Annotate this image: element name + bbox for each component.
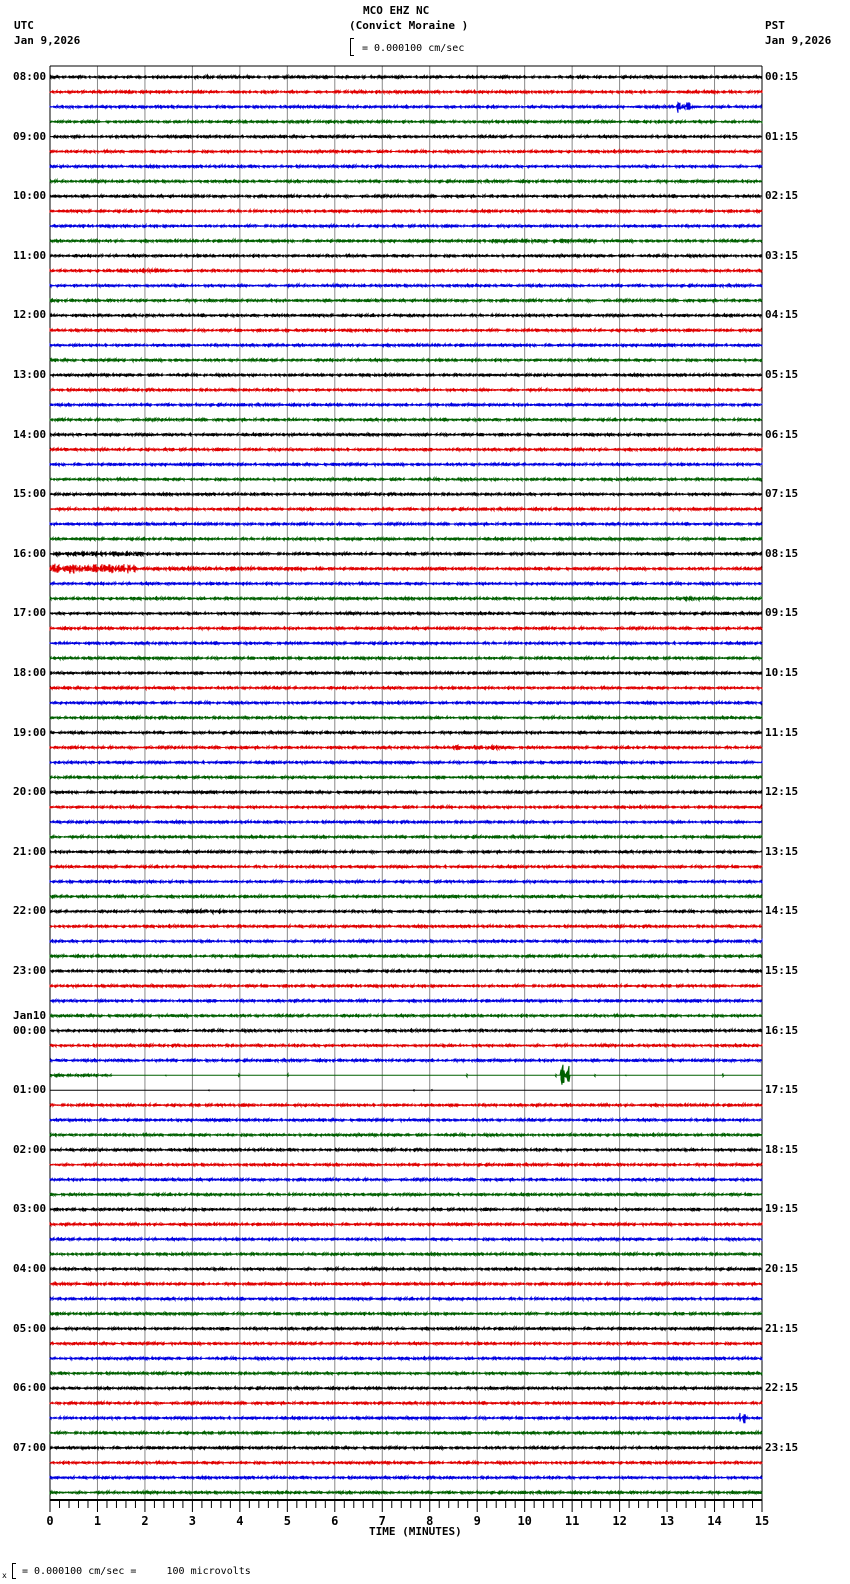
seismic-trace [50, 180, 762, 183]
seismic-trace [50, 895, 762, 898]
seismic-trace [50, 1148, 762, 1151]
seismic-trace [50, 1357, 762, 1360]
seismic-trace [50, 776, 762, 779]
seismic-trace [50, 1238, 762, 1241]
seismic-trace [50, 102, 762, 113]
utc-hour-label: 11:00 [13, 248, 47, 262]
pst-hour-label: 07:15 [765, 487, 799, 501]
seismic-trace [50, 1178, 762, 1181]
seismic-trace [50, 433, 762, 436]
seismic-trace [50, 925, 762, 928]
pst-hour-label: 09:15 [765, 606, 799, 620]
seismic-trace [50, 195, 762, 198]
seismic-trace [50, 1312, 762, 1315]
pst-hour-label: 16:15 [765, 1023, 799, 1037]
seismic-trace [50, 701, 762, 704]
seismic-trace [50, 1014, 762, 1017]
seismic-trace [50, 564, 762, 574]
utc-hour-label: 20:00 [13, 785, 47, 799]
seismic-trace [50, 269, 762, 273]
seismic-trace [50, 657, 762, 660]
date-change-label: Jan10 [13, 1008, 47, 1022]
utc-hour-label: 07:00 [13, 1440, 47, 1454]
utc-hour-label: 03:00 [13, 1202, 47, 1216]
utc-hour-label: 22:00 [13, 904, 47, 918]
pst-hour-label: 15:15 [765, 964, 799, 977]
station-title: MCO EHZ NC [363, 4, 430, 17]
pst-hour-label: 01:15 [765, 129, 799, 143]
seismic-trace [50, 806, 762, 809]
x-tick-label: 7 [378, 1514, 386, 1528]
seismic-trace [50, 522, 762, 525]
x-tick-label: 11 [564, 1514, 580, 1528]
seismic-trace [50, 1446, 762, 1449]
seismic-trace [50, 1327, 762, 1330]
x-tick-label: 13 [659, 1514, 675, 1528]
header-scale-text: = 0.000100 cm/sec [362, 43, 465, 54]
pst-hour-label: 14:15 [765, 904, 799, 918]
seismic-trace [50, 716, 762, 719]
pst-hour-label: 17:15 [765, 1083, 799, 1097]
x-tick-label: 3 [188, 1514, 197, 1528]
seismic-trace [50, 1402, 762, 1405]
utc-hour-label: 18:00 [13, 666, 47, 679]
utc-hour-label: 16:00 [13, 546, 47, 560]
seismic-trace [50, 671, 762, 674]
seismic-trace [50, 642, 762, 645]
seismic-trace [50, 120, 762, 123]
x-axis-label: TIME (MINUTES) [369, 1525, 462, 1538]
seismic-trace [50, 165, 762, 168]
seismic-trace [50, 75, 762, 79]
seismic-trace [50, 1282, 762, 1285]
seismic-trace [50, 686, 762, 689]
utc-hour-label: 06:00 [13, 1381, 47, 1395]
seismic-trace [50, 344, 762, 347]
utc-hour-label: 02:00 [13, 1142, 47, 1156]
seismic-trace [50, 582, 762, 585]
seismic-trace [50, 909, 762, 914]
seismic-trace [50, 1133, 762, 1136]
footer-mark: x [2, 1571, 7, 1580]
pst-hour-label: 10:15 [765, 666, 799, 679]
seismic-trace [50, 284, 762, 287]
x-tick-label: 12 [612, 1514, 627, 1528]
utc-hour-label: 19:00 [13, 725, 47, 739]
x-tick-label: 15 [754, 1514, 770, 1528]
pst-hour-label: 19:15 [765, 1202, 799, 1216]
seismic-trace [50, 1476, 762, 1479]
seismic-trace [50, 463, 762, 466]
seismic-trace [50, 1090, 762, 1091]
seismic-trace [50, 150, 762, 153]
pst-hour-label: 21:15 [765, 1321, 799, 1335]
seismic-trace [50, 850, 762, 853]
seismic-trace [50, 537, 762, 540]
utc-hour-label: 10:00 [13, 189, 47, 203]
pst-hour-label: 00:15 [765, 70, 799, 83]
utc-hour-label: 21:00 [13, 844, 47, 858]
seismic-trace [50, 507, 762, 510]
seismic-trace [50, 239, 762, 243]
seismic-trace [50, 731, 762, 734]
pst-hour-label: 13:15 [765, 844, 799, 858]
seismic-trace [50, 596, 762, 601]
seismic-trace [50, 999, 762, 1002]
seismic-trace [50, 1491, 762, 1494]
seismic-trace [50, 1223, 762, 1226]
utc-hour-label: 17:00 [13, 606, 47, 620]
seismic-trace [50, 1029, 762, 1032]
seismic-trace [50, 1253, 762, 1256]
seismic-trace [50, 90, 762, 93]
seismic-trace [50, 1267, 762, 1270]
pst-hour-label: 23:15 [765, 1440, 799, 1454]
seismic-trace [50, 210, 762, 213]
seismic-trace [50, 1065, 762, 1085]
utc-hour-label: 00:00 [13, 1023, 47, 1037]
seismic-trace [50, 1104, 762, 1107]
seismic-trace [50, 1431, 762, 1434]
seismic-trace [50, 1163, 762, 1166]
footer-scale-text: = 0.000100 cm/sec = 100 microvolts [22, 1566, 251, 1577]
seismic-trace [50, 940, 762, 943]
utc-hour-label: 04:00 [13, 1262, 47, 1275]
utc-hour-label: 09:00 [13, 129, 47, 143]
pst-hour-label: 02:15 [765, 189, 799, 203]
pst-hour-label: 12:15 [765, 785, 799, 799]
seismic-trace [50, 224, 762, 227]
seismic-trace [50, 627, 762, 630]
utc-hour-label: 01:00 [13, 1083, 47, 1097]
x-tick-label: 2 [141, 1514, 149, 1528]
seismic-trace [50, 1044, 762, 1047]
seismic-trace [50, 418, 762, 421]
x-tick-label: 4 [236, 1514, 244, 1528]
seismic-trace [50, 880, 762, 883]
pst-hour-label: 04:15 [765, 308, 799, 322]
seismic-trace [50, 835, 762, 838]
seismic-trace [50, 314, 762, 317]
seismic-trace [50, 493, 762, 496]
x-tick-label: 5 [283, 1514, 291, 1528]
seismic-trace [50, 551, 762, 556]
seismic-trace [50, 1208, 762, 1211]
seismic-trace [50, 135, 762, 138]
seismic-trace [50, 1193, 762, 1196]
utc-hour-label: 14:00 [13, 427, 47, 441]
seismic-trace [50, 761, 762, 764]
pst-hour-label: 08:15 [765, 546, 799, 560]
left-date: Jan 9,2026 [14, 34, 81, 47]
seismic-trace [50, 745, 762, 750]
utc-hour-label: 13:00 [13, 368, 47, 381]
utc-hour-label: 23:00 [13, 964, 47, 977]
seismic-trace [50, 329, 762, 332]
utc-hour-label: 08:00 [13, 70, 47, 83]
seismic-trace [50, 984, 762, 987]
seismic-trace [50, 1387, 762, 1390]
pst-hour-label: 05:15 [765, 368, 799, 381]
seismic-trace [50, 1059, 762, 1062]
seismic-trace [50, 865, 762, 868]
x-tick-label: 6 [331, 1514, 339, 1528]
seismic-trace [50, 1297, 762, 1300]
right-date: Jan 9,2026 [765, 34, 832, 47]
seismic-trace [50, 1372, 762, 1375]
seismic-trace [50, 359, 762, 362]
seismic-trace [50, 1461, 762, 1464]
x-tick-label: 8 [426, 1514, 434, 1528]
seismic-trace [50, 955, 762, 958]
seismic-trace [50, 254, 762, 257]
seismic-trace [50, 448, 762, 451]
seismic-trace [50, 612, 762, 615]
pst-hour-label: 06:15 [765, 427, 799, 441]
pst-hour-label: 11:15 [765, 725, 799, 739]
right-timezone: PST [765, 19, 785, 32]
seismic-trace [50, 478, 762, 481]
seismic-trace [50, 373, 762, 376]
x-tick-label: 10 [517, 1514, 532, 1528]
seismic-trace [50, 791, 762, 794]
x-tick-label: 9 [473, 1514, 481, 1528]
pst-hour-label: 18:15 [765, 1142, 799, 1156]
utc-hour-label: 05:00 [13, 1321, 47, 1335]
x-tick-label: 0 [46, 1514, 54, 1528]
pst-hour-label: 20:15 [765, 1262, 799, 1275]
left-timezone: UTC [14, 19, 34, 32]
seismic-trace [50, 299, 762, 302]
utc-hour-label: 15:00 [13, 487, 47, 501]
seismic-trace [50, 969, 762, 972]
x-tick-label: 14 [707, 1514, 722, 1528]
station-location: (Convict Moraine ) [349, 19, 469, 32]
x-tick-label: 1 [93, 1514, 102, 1528]
seismic-trace [50, 1413, 762, 1423]
pst-hour-label: 03:15 [765, 248, 799, 262]
utc-hour-label: 12:00 [13, 308, 47, 322]
seismic-trace [50, 1118, 762, 1121]
seismic-trace [50, 820, 762, 823]
seismic-trace [50, 403, 762, 406]
seismic-trace [50, 1342, 762, 1345]
pst-hour-label: 22:15 [765, 1381, 799, 1395]
seismic-trace [50, 388, 762, 391]
